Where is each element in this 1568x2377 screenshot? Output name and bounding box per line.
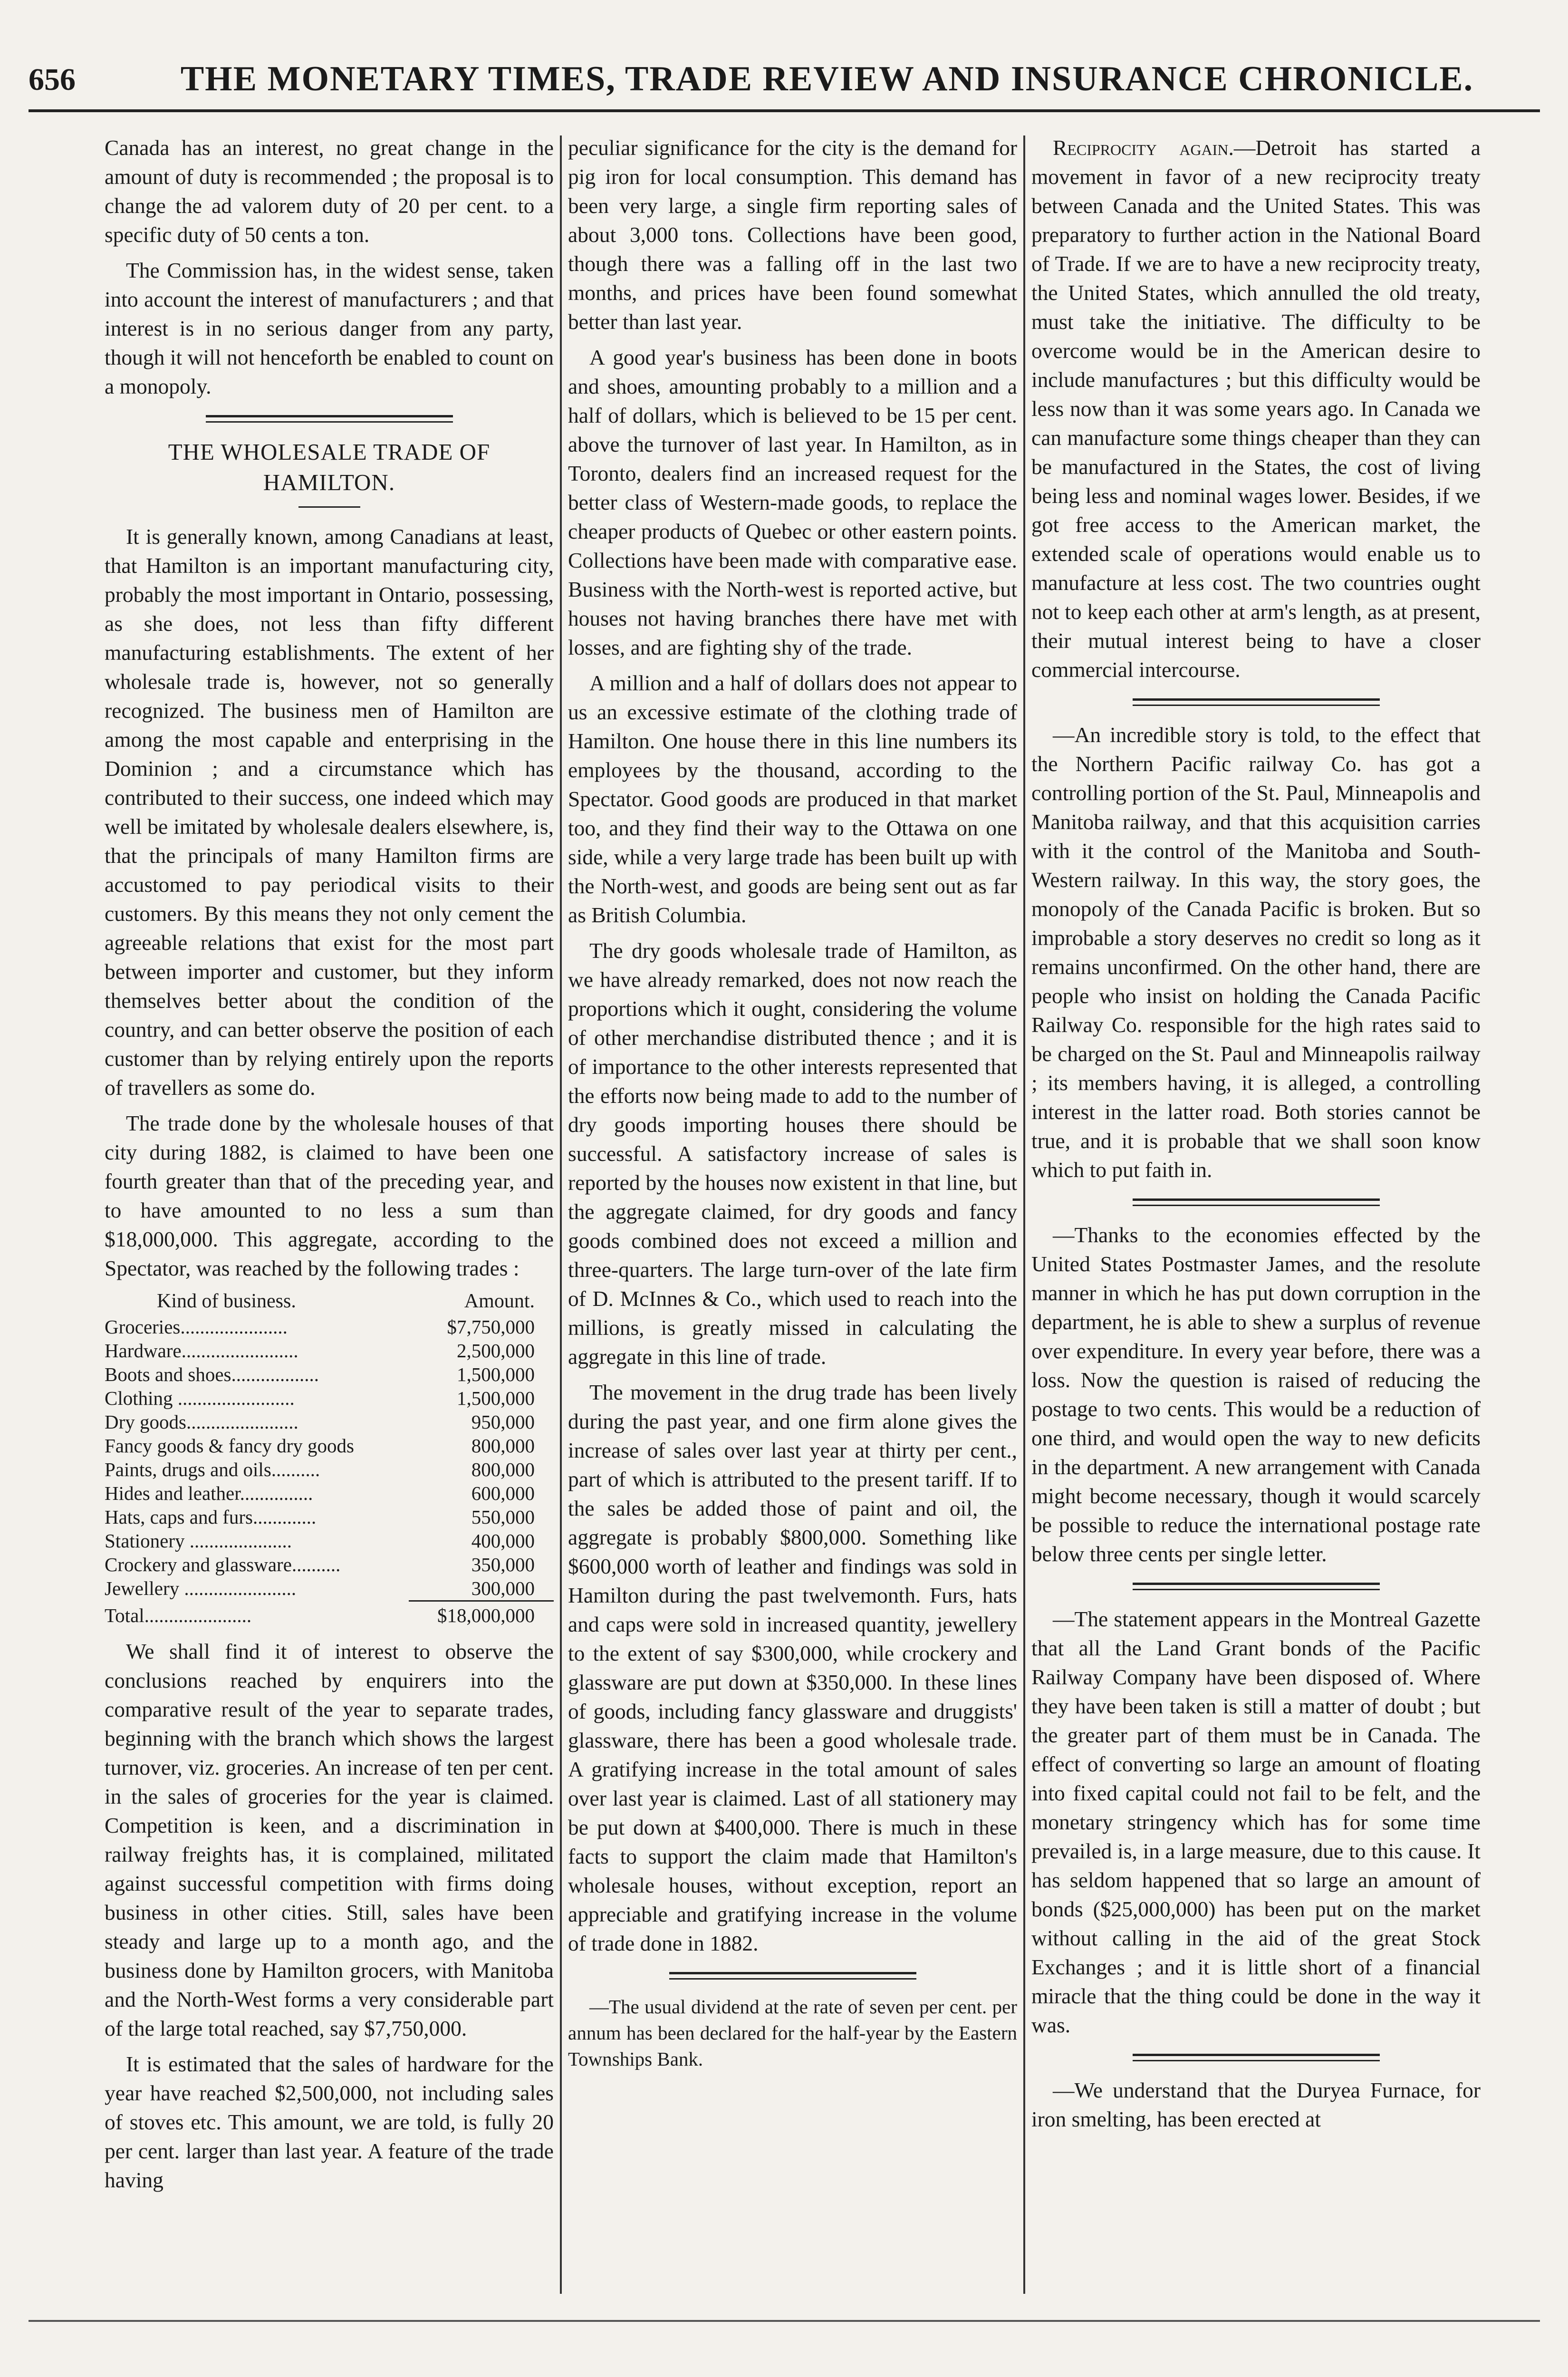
total-label: Total......................	[105, 1604, 252, 1626]
row-amount: 350,000	[471, 1554, 535, 1575]
table-row	[105, 1362, 554, 1386]
table-row	[105, 1386, 554, 1410]
row-amount: 600,000	[471, 1482, 535, 1504]
paragraph: Canada has an interest, no great change in the amount of duty is recommended ; the proposal is to change the ad valorem duty of 20 per cent. to a specific duty of 50 cents a ton.	[105, 135, 554, 247]
paragraph: —The statement appears in the Montreal Gazette that all the Land Grant bonds of the Pacific Railway Company have been disposed of. Where they have been taken is still a matter of doubt ; but the greater part of them must be in Canada. The effect of converting so large an amount of floating into fixed capital could not fail to be felt, and the monetary stringency which has for some time prevailed is, in a large measure, due to this cause. It has seldom happened that so large an amount of bonds ($25,000,000) has been put on the market without calling in the aid of the great Stock Exchanges ; and it is little short of a financial miracle that the thing could be done in the way it was.	[1031, 1607, 1481, 2037]
column-2	[568, 133, 1017, 2079]
row-kind: Hardware........................	[105, 1340, 298, 1362]
row-kind: Boots and shoes..................	[105, 1363, 319, 1385]
table-row	[105, 1481, 554, 1505]
table-row	[105, 1458, 554, 1481]
reciprocity-body: —Detroit has started a movement in favor of a new reciprocity treaty between Canada and the United States. This was preparatory to further action in the National Board of Trade. If we are to have a new reciprocity treaty, the United States, which annulled the old treaty, must take the initiative. The difficulty to be overcome would be in the American desire to include manufactures ; but this difficulty would be less now than it was some years ago. In Canada we can manufacture some things cheaper than they can be manufactured in the States, the cost of living being less and nominal wages lower. Besides, if we got free access to the American market, the extended scale of operations would enable us to manufacture at less cost. The two countries ought not to keep each other at arm's length, as at present, their mutual interest being to have a closer commercial intercourse.	[1031, 135, 1481, 682]
row-amount: 950,000	[471, 1411, 535, 1433]
page-number: 656	[29, 62, 76, 97]
column-3	[1031, 133, 1481, 2140]
dividend-note: —The usual dividend at the rate of seven per cent. per annum has been declared for the half-year by the Eastern Townships Bank.	[568, 1996, 1017, 2070]
table-row	[105, 1529, 554, 1553]
row-amount: 300,000	[471, 1577, 535, 1599]
paragraph: The movement in the drug trade has been lively during the past year, and one firm alone gives the increase of sales over last year at thirty per cent., part of which is attributed to the present tariff. If to the sales be added those of paint and oil, the aggregate is probably $800,000. Something like $600,000 worth of leather and findings was sold in Hamilton during the past twelvemonth. Furs, hats and caps were sold in increased quantity, jewellery to the extent of say $300,000, while crockery and glassware are put down at $350,000. In these lines of goods, including fancy glassware and druggists' glassware, there has been a good wholesale trade. A gratifying increase in the total amount of sales over last year is claimed. Last of all stationery may be put down at $400,000. There is much in these facts to support the claim made that Hamilton's wholesale houses, without exception, report an appreciable and gratifying increase in the volume of trade done in 1882.	[568, 1380, 1017, 1955]
row-kind: Hats, caps and furs.............	[105, 1506, 317, 1528]
total-amount: $18,000,000	[437, 1604, 535, 1626]
page-header	[29, 29, 1540, 112]
row-kind: Dry goods.......................	[105, 1411, 298, 1433]
row-kind: Clothing ........................	[105, 1387, 295, 1409]
paragraph: The trade done by the wholesale houses of that city during 1882, is claimed to have been one fourth greater than that of the preceding year, and to have amounted to no less a sum than $18,000,000. This aggregate, according to the Spectator, was reached by the following trades :	[105, 1111, 554, 1280]
table-row	[105, 1410, 554, 1434]
row-amount: 550,000	[471, 1506, 535, 1528]
reciprocity-title: Reciprocity again.	[1053, 135, 1234, 160]
row-kind: Groceries......................	[105, 1316, 288, 1338]
row-kind: Fancy goods & fancy dry goods	[105, 1435, 354, 1457]
section-divider	[1133, 1583, 1380, 1590]
row-kind: Stationery .....................	[105, 1530, 292, 1552]
row-kind: Jewellery .......................	[105, 1577, 297, 1599]
header-kind: Kind of business.	[157, 1290, 296, 1312]
table-row	[105, 1434, 554, 1458]
page-bottom-rule	[29, 2320, 1540, 2322]
column-rule	[560, 135, 562, 2294]
row-amount: 800,000	[471, 1459, 535, 1480]
paragraph: peculiar significance for the city is the demand for pig iron for local consumption. This demand has been very large, a single firm reporting sales of about 3,000 tons. Collections have been good, though there was a falling off in the last two months, and prices have been found somewhat better than last year.	[568, 135, 1017, 334]
table-row	[105, 1553, 554, 1576]
row-kind: Paints, drugs and oils..........	[105, 1459, 320, 1480]
paragraph: The Commission has, in the widest sense, taken into account the interest of manufacturers ; and that interest is in no serious danger from any party, though it will not henceforth be enabled to count on a monopoly.	[105, 258, 554, 398]
header-amount: Amount.	[464, 1290, 535, 1312]
section-divider	[669, 1972, 916, 1980]
row-amount: 800,000	[471, 1435, 535, 1457]
column-1	[105, 133, 554, 2201]
article-heading: THE WHOLESALE TRADE OF HAMILTON.	[168, 439, 491, 495]
column-rule	[1023, 135, 1025, 2294]
section-divider	[1133, 2054, 1380, 2061]
table-header	[105, 1289, 554, 1315]
paragraph: It is estimated that the sales of hardware for the year have reached $2,500,000, not including sales of stoves etc. This amount, we are told, is fully 20 per cent. larger than last year. A feature of the trade having	[105, 2052, 554, 2192]
row-kind: Hides and leather...............	[105, 1482, 313, 1504]
paragraph: —We understand that the Duryea Furnace, for iron smelting, has been erected at	[1031, 2078, 1481, 2131]
section-divider	[1133, 698, 1380, 706]
heading-rule	[298, 506, 360, 508]
section-divider	[206, 415, 453, 423]
table-row	[105, 1576, 554, 1600]
section-divider	[1133, 1198, 1380, 1206]
trade-table	[105, 1289, 554, 1627]
paragraph: —An incredible story is told, to the effect that the Northern Pacific railway Co. has got a controlling portion of the St. Paul, Minneapolis and Manitoba railway, and that this acquisition carries with it the control of the Manitoba and South-Western railway. In this way, the story goes, the monopoly of the Canada Pacific is broken. But so improbable a story deserves no credit so long as it remains unconfirmed. On the other hand, there are people who insist on holding the Canada Pacific Railway Co. responsible for the high rates said to be charged on the St. Paul and Minneapolis railway ; its members having, it is alleged, a controlling interest in the latter road. Both stories cannot be true, and it is probable that we shall soon know which to put faith in.	[1031, 723, 1481, 1182]
paragraph: We shall find it of interest to observe the conclusions reached by enquirers into the comparative result of the year to separate trades, beginning with the branch which shows the largest turnover, viz. groceries. An increase of ten per cent. in the sales of groceries for the year is claimed. Competition is keen, and a discrimination in railway freights has, it is complained, militated against successful competition with firms doing business in other cities. Still, sales have been steady and large up to a month ago, and the business done by Hamilton grocers, with Manitoba and the North-West forms a very considerable part of the large total reached, say $7,750,000.	[105, 1639, 554, 2040]
paragraph: It is generally known, among Canadians at least, that Hamilton is an important manufacturing city, probably the most important in Ontario, possessing, as she does, not less than fifty different manufacturing establishments. The extent of her wholesale trade is, however, not so generally recognized. The business men of Hamilton are among the most capable and enterprising in the Dominion ; and a circumstance which has contributed to their success, one indeed which may well be imitated by wholesale dealers elsewhere, is, that the principals of many Hamilton firms are accustomed to pay periodical visits to their customers. By this means they not only cement the agreeable relations that exist for the most part between importer and customer, but they inform themselves better about the condition of the country, and can better observe the position of each customer than by relying entirely upon the reports of travellers as some do.	[105, 524, 554, 1100]
row-amount: 1,500,000	[457, 1387, 535, 1409]
paragraph: —Thanks to the economies effected by the United States Postmaster James, and the resolute manner in which he has put down corruption in the department, he is able to shew a surplus of revenue over expenditure. In every year before, there was a loss. Now the question is raised of reducing the postage to two cents. This would be a reduction of one third, and would open the way to new deficits in the department. A new arrangement with Canada might become necessary, though it would scarcely be possible to reduce the international postage rate below three cents per single letter.	[1031, 1223, 1481, 1566]
row-amount: 2,500,000	[457, 1340, 535, 1362]
paragraph: A million and a half of dollars does not appear to us an excessive estimate of the clothing trade of Hamilton. One house there in this line numbers its employees by the thousand, according to the Spectator. Good goods are produced in that market too, and they find their way to the Ottawa on one side, while a very large trade has been built up with the North-west, and goods are being sent out as far as British Columbia.	[568, 671, 1017, 927]
paragraph	[1031, 133, 1481, 684]
table-row	[105, 1339, 554, 1362]
row-kind: Crockery and glassware..........	[105, 1554, 341, 1575]
running-title: THE MONETARY TIMES, TRADE REVIEW AND INSURANCE CHRONICLE.	[180, 59, 1474, 98]
paragraph: A good year's business has been done in boots and shoes, amounting probably to a million and a half of dollars, which is believed to be 15 per cent. above the turnover of last year. In Hamilton, as in Toronto, dealers find an increased request for the better class of Western-made goods, to replace the cheaper products of Quebec or other eastern points. Collections have been made with comparative ease. Business with the North-west is reported active, but houses not having branches there have met with losses, and are fighting shy of the trade.	[568, 345, 1017, 659]
table-row	[105, 1315, 554, 1339]
table-total	[105, 1602, 554, 1627]
row-amount: $7,750,000	[447, 1316, 535, 1338]
paragraph: The dry goods wholesale trade of Hamilton, as we have already remarked, does not now reach the proportions which it ought, considering the volume of other merchandise distributed thence ; and it is of importance to the other interests represented that the efforts now being made to add to the number of dry goods importing houses there should be successful. A satisfactory increase of sales is reported by the houses now existent in that line, but the aggregate claimed, for dry goods and fancy goods combined does not exceed a million and three-quarters. The large turn-over of the late firm of D. McInnes & Co., which used to reach into the millions, is greatly missed in calculating the aggregate in this line of trade.	[568, 938, 1017, 1369]
table-row	[105, 1505, 554, 1529]
row-amount: 1,500,000	[457, 1363, 535, 1385]
row-amount: 400,000	[471, 1530, 535, 1552]
